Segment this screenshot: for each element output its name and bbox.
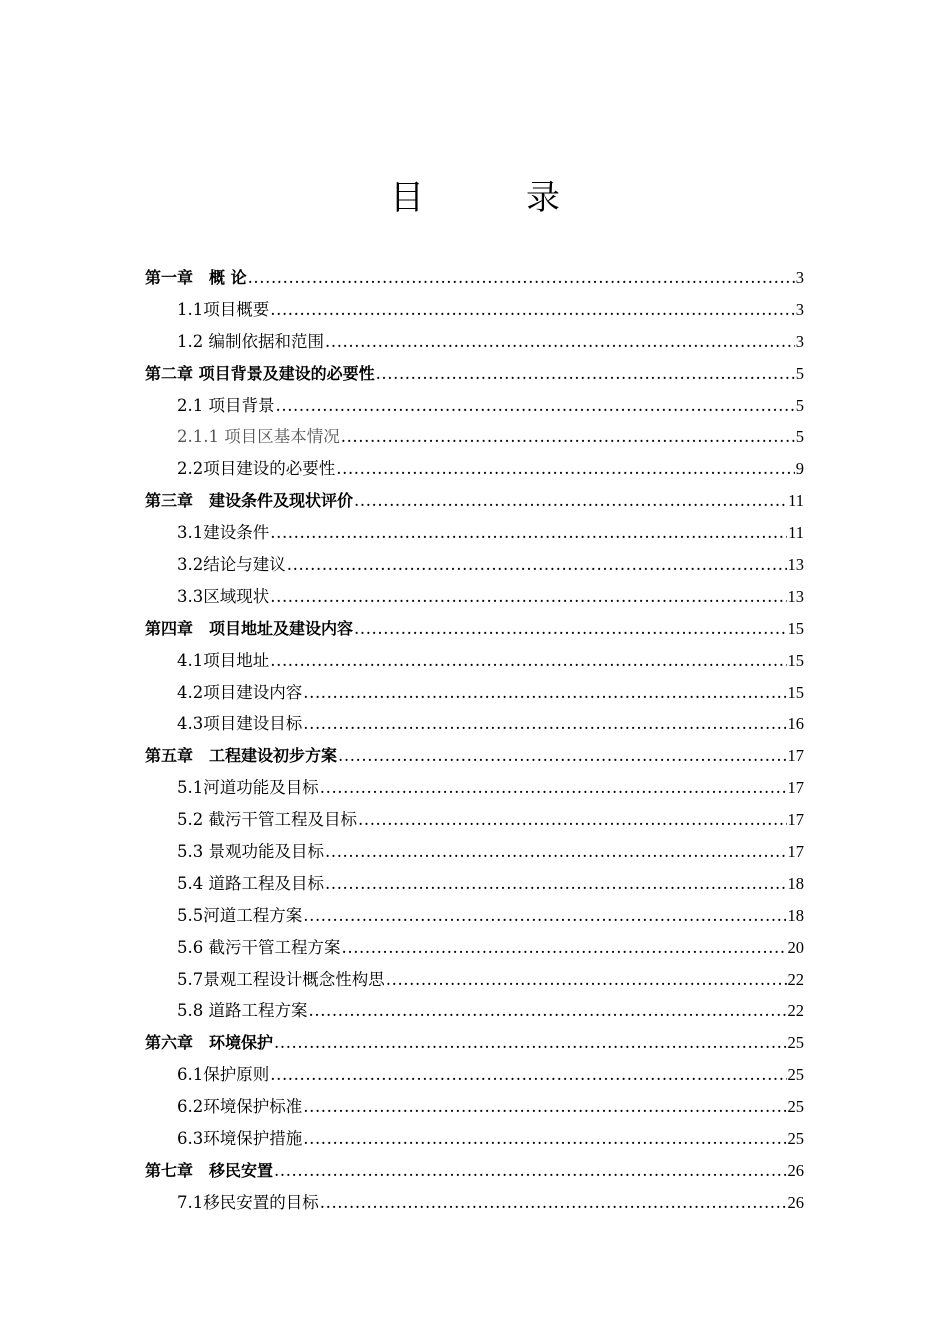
toc-page-number: 17 (787, 778, 804, 798)
dot-leader (325, 836, 787, 868)
toc-page-number: 5 (795, 427, 804, 447)
dot-leader (270, 517, 787, 549)
toc-entry-label: 1.1项目概要 (177, 299, 270, 319)
toc-entry-label: 5.6 截污干管工程方案 (177, 937, 341, 957)
dot-leader (309, 995, 787, 1027)
toc-page-number: 16 (787, 714, 804, 734)
dot-leader (376, 358, 795, 390)
toc-entry-label: 第二章 项目背景及建设的必要性 (145, 363, 375, 383)
toc-section-entry[interactable] (145, 421, 804, 453)
dot-leader (325, 326, 795, 358)
toc-section-entry[interactable] (145, 1091, 804, 1123)
toc-page-number: 3 (795, 268, 804, 287)
toc-entry-label: 3.2结论与建议 (177, 555, 286, 575)
table-of-contents (145, 262, 804, 1219)
toc-page-number: 15 (787, 682, 804, 702)
toc-section-entry[interactable] (145, 390, 804, 422)
toc-section-entry[interactable] (145, 772, 804, 804)
toc-section-entry[interactable] (145, 995, 804, 1027)
toc-page-number: 3 (795, 331, 804, 351)
toc-page-number: 25 (787, 1033, 804, 1053)
toc-chapter-entry[interactable] (145, 740, 804, 772)
dot-leader (270, 645, 786, 677)
toc-section-entry[interactable] (145, 708, 804, 740)
toc-page-number: 9 (795, 459, 804, 479)
toc-section-entry[interactable] (145, 581, 804, 613)
toc-entry-label: 2.1 项目背景 (177, 395, 275, 415)
toc-entry-label: 6.2环境保护标准 (177, 1097, 303, 1117)
toc-entry-label: 7.1移民安置的目标 (177, 1192, 319, 1212)
toc-chapter-entry[interactable] (145, 262, 804, 294)
dot-leader (287, 549, 787, 581)
toc-entry-label: 第四章 项目地址及建设内容 (145, 618, 354, 638)
toc-entry-label: 4.2项目建设内容 (177, 682, 303, 702)
toc-page-number: 3 (795, 299, 804, 319)
toc-page-number: 26 (787, 1192, 804, 1212)
dot-leader (358, 804, 787, 836)
dot-leader (270, 1059, 786, 1091)
dot-leader (274, 1027, 786, 1059)
toc-section-entry[interactable] (145, 1059, 804, 1091)
dot-leader (303, 677, 786, 709)
toc-page-number: 17 (787, 746, 804, 766)
toc-entry-label: 4.1项目地址 (177, 650, 270, 670)
toc-entry-label: 2.2项目建设的必要性 (177, 459, 336, 479)
dot-leader (303, 708, 786, 740)
dot-leader (354, 485, 787, 517)
dot-leader (342, 932, 787, 964)
toc-entry-label: 5.1河道功能及目标 (177, 778, 319, 798)
toc-section-entry[interactable] (145, 868, 804, 900)
toc-page-number: 22 (787, 969, 804, 989)
toc-page-number: 20 (787, 937, 804, 957)
toc-page-number: 15 (787, 650, 804, 670)
toc-section-entry[interactable] (145, 900, 804, 932)
toc-page-number: 25 (787, 1129, 804, 1149)
toc-entry-label: 3.1建设条件 (177, 523, 270, 543)
toc-page-number: 22 (787, 1001, 804, 1021)
dot-leader (338, 740, 786, 772)
dot-leader (386, 964, 787, 996)
toc-page-number: 13 (787, 586, 804, 606)
toc-section-entry[interactable] (145, 1187, 804, 1219)
toc-entry-label: 第五章 工程建设初步方案 (145, 746, 338, 766)
toc-page-number: 17 (787, 810, 804, 830)
toc-section-entry[interactable] (145, 645, 804, 677)
toc-section-entry[interactable] (145, 549, 804, 581)
toc-section-entry[interactable] (145, 326, 804, 358)
toc-entry-label: 5.8 道路工程方案 (177, 1001, 308, 1021)
toc-entry-label: 6.1保护原则 (177, 1065, 270, 1085)
toc-section-entry[interactable] (145, 964, 804, 996)
toc-chapter-entry[interactable] (145, 1027, 804, 1059)
toc-section-entry[interactable] (145, 517, 804, 549)
toc-chapter-entry[interactable] (145, 485, 804, 517)
dot-leader (325, 868, 787, 900)
toc-entry-label: 3.3区域现状 (177, 586, 270, 606)
toc-page-number: 18 (787, 873, 804, 893)
toc-entry-label: 5.4 道路工程及目标 (177, 873, 324, 893)
toc-page-number: 26 (787, 1160, 804, 1180)
dot-leader (336, 453, 795, 485)
dot-leader (320, 772, 787, 804)
toc-page-number: 25 (787, 1065, 804, 1085)
toc-entry-label: 2.1.1 项目区基本情况 (177, 427, 340, 447)
dot-leader (303, 900, 786, 932)
toc-section-entry[interactable] (145, 677, 804, 709)
dot-leader (354, 613, 786, 645)
toc-entry-label: 第七章 移民安置 (145, 1160, 274, 1180)
dot-leader (274, 1155, 786, 1187)
toc-page-number: 5 (795, 363, 804, 383)
dot-leader (270, 581, 786, 613)
toc-entry-label: 1.2 编制依据和范围 (177, 331, 324, 351)
toc-section-entry[interactable] (145, 932, 804, 964)
toc-page-number: 11 (788, 491, 804, 511)
toc-section-entry[interactable] (145, 294, 804, 326)
toc-page-number: 18 (787, 905, 804, 925)
toc-entry-label: 5.5河道工程方案 (177, 905, 303, 925)
dot-leader (303, 1123, 786, 1155)
dot-leader (303, 1091, 786, 1123)
toc-page-number: 5 (795, 395, 804, 415)
dot-leader (276, 390, 795, 422)
toc-chapter-entry[interactable] (145, 613, 804, 645)
toc-entry-label: 5.3 景观功能及目标 (177, 842, 324, 862)
toc-entry-label: 第三章 建设条件及现状评价 (145, 491, 354, 511)
toc-section-entry[interactable] (145, 804, 804, 836)
toc-page-number: 13 (787, 555, 804, 575)
toc-chapter-entry[interactable] (145, 1155, 804, 1187)
toc-section-entry[interactable] (145, 836, 804, 868)
toc-section-entry[interactable] (145, 453, 804, 485)
page-title: 目 录 (390, 178, 594, 218)
dot-leader (320, 1187, 787, 1219)
dot-leader (270, 294, 795, 326)
dot-leader (341, 421, 795, 453)
toc-page-number: 25 (787, 1097, 804, 1117)
toc-page-number: 11 (788, 523, 804, 543)
toc-entry-label: 5.2 截污干管工程及目标 (177, 810, 357, 830)
toc-entry-label: 第六章 环境保护 (145, 1033, 274, 1053)
toc-section-entry[interactable] (145, 1123, 804, 1155)
toc-entry-label: 5.7景观工程设计概念性构思 (177, 969, 385, 989)
dot-leader (248, 262, 795, 294)
toc-entry-label: 4.3项目建设目标 (177, 714, 303, 734)
toc-entry-label: 第一章 概 论 (145, 268, 247, 287)
toc-entry-label: 6.3环境保护措施 (177, 1129, 303, 1149)
toc-page-number: 17 (787, 842, 804, 862)
toc-chapter-entry[interactable] (145, 358, 804, 390)
toc-page-number: 15 (787, 618, 804, 638)
